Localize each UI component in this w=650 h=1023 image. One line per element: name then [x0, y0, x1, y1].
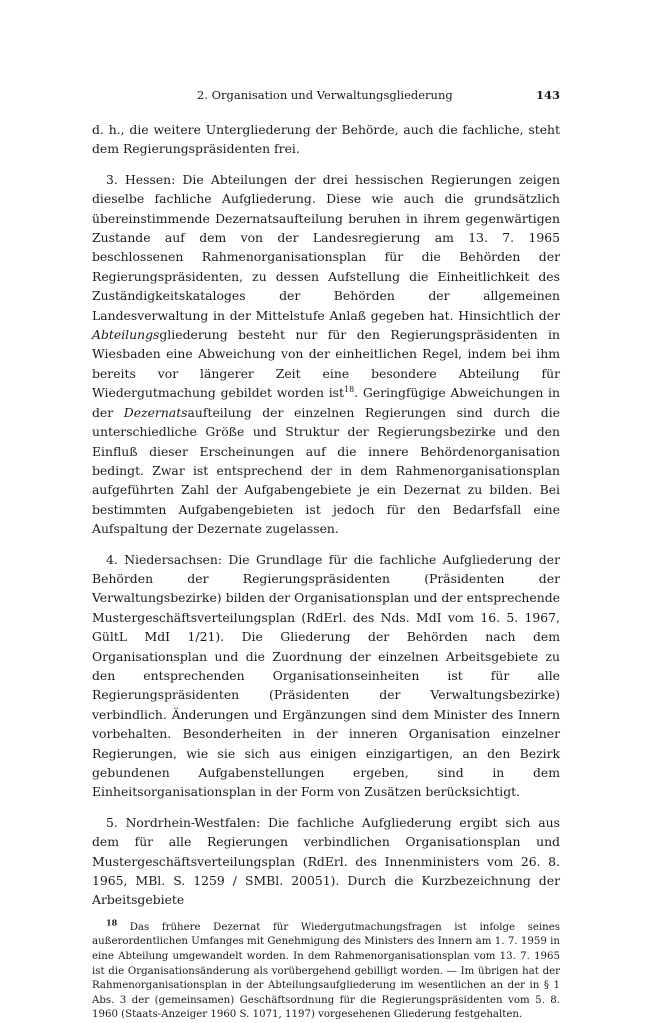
text-run: gliederung besteht nur für den Regierungspräsidenten in Wiesbaden eine Abweichung von der einheitlichen Regel, indem bei ihm bereits vor längerer Zeit eine besondere Abteilung für Wiedergutmachung gebildet worden ist — [92, 327, 560, 401]
footnote — [92, 917, 560, 1023]
text-run: aufteilung der einzelnen Regierungen sind durch die unterschiedliche Größe und Struktur der Regierungsbezirke und den Einfluß dieser Erscheinungen auf die innere Behördenorganisation bedingt. Zwar ist entsprechend der in dem Rahmenorganisationsplan aufgeführten Zahl der Aufgabengebiete je ein Dezernat zu bilden. Bei bestimmten Aufgabengebieten ist jedoch für den Bedarfsfall eine Aufspaltung der Dezernate zugelassen. — [92, 404, 560, 537]
emphasis-abteilungs: Abteilungs — [92, 327, 160, 343]
running-header — [92, 88, 560, 110]
paragraph-hessen — [92, 170, 560, 539]
paragraph-niedersachsen: 4. Niedersachsen: Die Grundlage für die fachliche Aufgliederung der Behörden der Regierungspräsidenten (Präsidenten der Verwaltungsbezirke) bilden der Organisationsplan und der entsprechende Mustergeschäftsverteilungsplan (RdErl. des Nds. MdI vom 16. 5. 1967, GültL MdI 1/21). Die Gliederung der Behörden nach dem Organisationsplan und die Zuordnung der einzelnen Arbeitsgebiete zu den entsprechenden Organisationseinheiten ist für alle Regierungspräsidenten (Präsidenten der Verwaltungsbezirke) verbindlich. Änderungen und Ergänzungen sind dem Minister des Innern vorbehalten. Besonderheiten in der inneren Organisation einzelner Regierungen, wie sie sich aus einigen einzigartigen, an den Bezirk gebundenen Aufgabenstellungen ergeben, sind in dem Einheitsorganisationsplan in der Form von Zusätzen berücksichtigt. — [92, 551, 560, 800]
body-text — [92, 120, 560, 910]
footnote-reference[interactable]: 18 — [344, 385, 355, 395]
emphasis-dezernats: Dezernats — [123, 404, 188, 420]
paragraph-continuation: d. h., die weitere Untergliederung der Behörde, auch die fachliche, steht dem Regierungspräsidenten frei. — [92, 122, 560, 157]
chapter-title: 2. Organisation und Verwaltungsgliederung — [197, 88, 453, 102]
text-run: . Geringfügige Abweichungen in der — [92, 385, 561, 420]
footnote-mark: 18 — [106, 917, 118, 928]
text-run: 3. Hessen: Die Abteilungen der drei hessischen Regierungen zeigen dieselbe fachliche Aufgliederung. Diese wie auch die grundsätzlich übereinstimmende Dezernatsaufteilung beruhen in ihrem gegenwärtigen Zustande auf dem von der Landesregierung am 13. 7. 1965 beschlossenen Rahmenorganisationsplan für die Behörden der Regierungspräsidenten, zu dessen Aufstellung die Einheitlichkeit des Zuständigkeitskataloges der Behörden der allgemeinen Landesverwaltung in der Mittelstufe Anlaß gegeben hat. Hinsichtlich der — [92, 171, 560, 323]
document-page — [92, 88, 560, 1023]
footnote-text: Das frühere Dezernat für Wiedergutmachungsfragen ist infolge seines außerordentlichen Umfanges mit Genehmigung des Ministers des Innern am 1. 7. 1959 in eine Abteilung umgewandelt worden. In dem Rahmenorganisationsplan vom 13. 7. 1965 ist die Organisationsänderung als vorübergehend gebilligt worden. — Im übrigen hat der Rahmenorganisationsplan in der Abteilungsaufgliederung im wesentlichen an der in § 1 Abs. 3 der (gemeinsamen) Geschäftsordnung für die Regierungspräsidenten vom 5. 8. 1960 (Staats-Anzeiger 1960 S. 1071, 1197) vorgesehenen Gliederung festgehalten. — [92, 921, 560, 1021]
paragraph-nordrhein-westfalen: 5. Nordrhein-Westfalen: Die fachliche Aufgliederung ergibt sich aus dem für alle Regierungen verbindlichen Organisationsplan und Mustergeschäftsverteilungsplan (RdErl. des Innenministers vom 26. 8. 1965, MBl. S. 1259 / SMBl. 20051). Durch die Kurzbezeichnung der Arbeitsgebiete — [92, 814, 560, 908]
page-number: 143 — [535, 88, 560, 102]
